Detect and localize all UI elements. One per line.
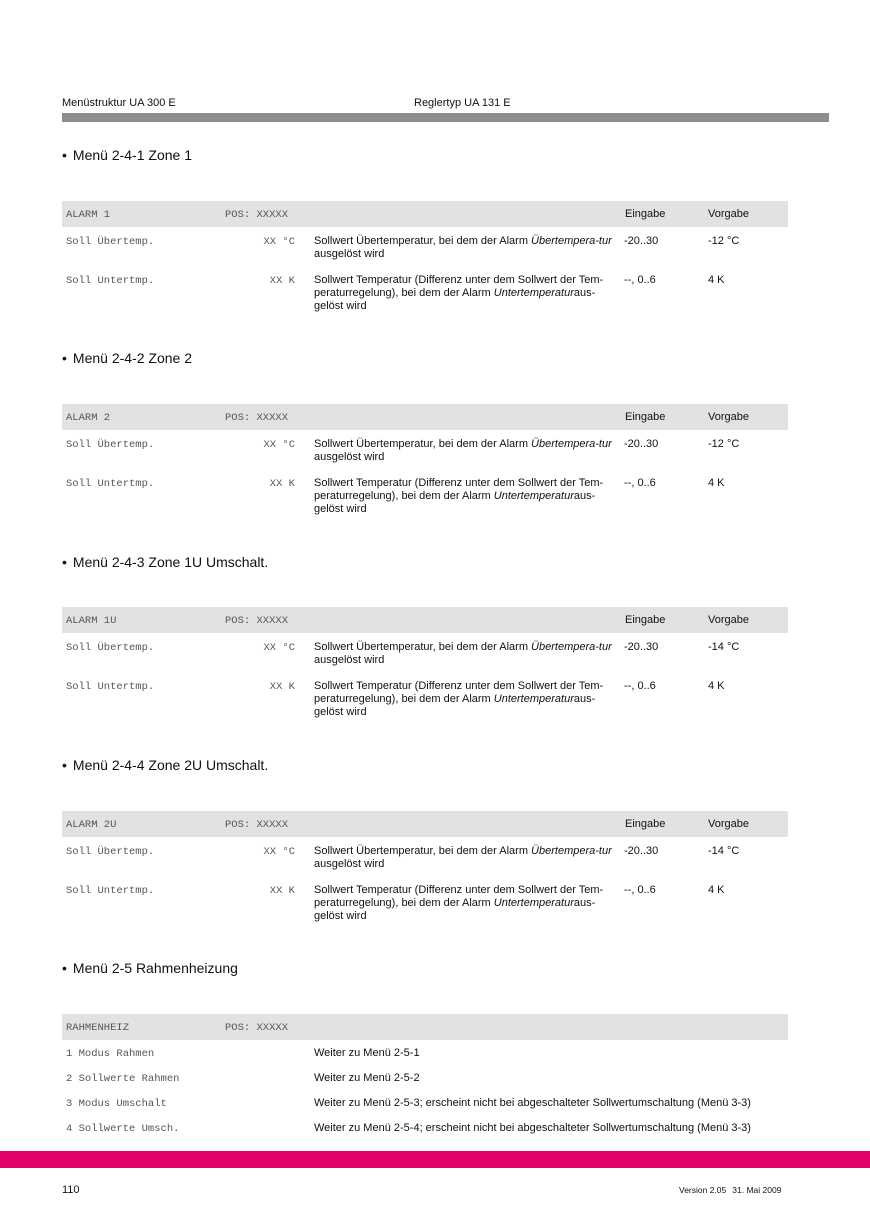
menu-name: ALARM 1 [66, 209, 111, 221]
menu-name: RAHMENHEIZ [66, 1022, 130, 1034]
table-row [62, 430, 788, 469]
parameter-description: Sollwert Übertemperatur, bei dem der Alarm Übertempera-tur ausgelöst wird [314, 438, 612, 463]
menu-position: POS: XXXXX [225, 819, 289, 831]
default-value: -14 °C [708, 845, 740, 857]
parameter-description: Sollwert Temperatur (Differenz unter dem Sollwert der Tem-peraturregelung), bei dem der Alarm Untertemperaturaus-gelöst wird [314, 680, 604, 718]
default-value: 4 K [708, 477, 725, 489]
bullet-icon: • [62, 147, 67, 163]
column-header-default: Vorgabe [708, 208, 749, 220]
submenu-description: Weiter zu Menü 2-5-3; erscheint nicht bei abgeschalteter Sollwertumschaltung (Menü 3-3) [314, 1097, 751, 1109]
menu-table [62, 1014, 788, 1140]
parameter-label: Soll Untertmp. [66, 275, 155, 287]
parameter-value: XX K [269, 478, 295, 490]
input-range: --, 0..6 [624, 274, 656, 286]
table-header-row [62, 607, 788, 633]
submenu-description: Weiter zu Menü 2-5-4; erscheint nicht bei abgeschalteter Sollwertumschaltung (Menü 3-3) [314, 1122, 751, 1134]
submenu-label: 4 Sollwerte Umsch. [66, 1123, 180, 1135]
parameter-value: XX K [269, 275, 295, 287]
parameter-description: Sollwert Temperatur (Differenz unter dem Sollwert der Tem-peraturregelung), bei dem der Alarm Untertemperaturaus-gelöst wird [314, 274, 604, 312]
column-header-input: Eingabe [625, 818, 666, 830]
header-document-title: Menüstruktur UA 300 E [62, 97, 176, 109]
parameter-value: XX K [269, 885, 295, 897]
input-range: -20..30 [624, 845, 659, 857]
table-header-row [62, 811, 788, 837]
menu-name: ALARM 2U [66, 819, 117, 831]
menu-table [62, 607, 788, 724]
input-range: --, 0..6 [624, 680, 656, 692]
menu-table [62, 404, 788, 521]
section-title: • Menü 2-4-4 Zone 2U Umschalt. [62, 757, 269, 773]
parameter-label: Soll Übertemp. [66, 642, 155, 654]
parameter-description: Sollwert Temperatur (Differenz unter dem Sollwert der Tem-peraturregelung), bei dem der Alarm Untertemperaturaus-gelöst wird [314, 884, 604, 922]
parameter-label: Soll Übertemp. [66, 439, 155, 451]
input-range: --, 0..6 [624, 884, 656, 896]
parameter-label: Soll Untertmp. [66, 681, 155, 693]
table-row [62, 1040, 788, 1065]
submenu-label: 3 Modus Umschalt [66, 1098, 167, 1110]
input-range: -20..30 [624, 235, 659, 247]
menu-name: ALARM 2 [66, 412, 111, 424]
column-header-default: Vorgabe [708, 411, 749, 423]
column-header-input: Eingabe [625, 411, 666, 423]
header-controller-type: Reglertyp UA 131 E [414, 97, 511, 109]
bullet-icon: • [62, 554, 67, 570]
table-row [62, 876, 788, 928]
input-range: -20..30 [624, 438, 659, 450]
footer-accent-bar [0, 1151, 870, 1168]
parameter-label: Soll Untertmp. [66, 478, 155, 490]
table-row [62, 227, 788, 266]
default-value: -12 °C [708, 438, 740, 450]
section-title: • Menü 2-4-3 Zone 1U Umschalt. [62, 554, 269, 570]
table-header-row [62, 404, 788, 430]
parameter-value: XX °C [263, 236, 295, 248]
table-row [62, 837, 788, 876]
input-range: --, 0..6 [624, 477, 656, 489]
section-title: • Menü 2-5 Rahmenheizung [62, 960, 238, 976]
menu-table [62, 811, 788, 928]
parameter-label: Soll Übertemp. [66, 846, 155, 858]
table-row [62, 266, 788, 318]
table-row [62, 672, 788, 724]
section-title: • Menü 2-4-2 Zone 2 [62, 350, 192, 366]
parameter-description: Sollwert Temperatur (Differenz unter dem Sollwert der Tem-peraturregelung), bei dem der Alarm Untertemperaturaus-gelöst wird [314, 477, 604, 515]
section-title: • Menü 2-4-1 Zone 1 [62, 147, 192, 163]
parameter-description: Sollwert Übertemperatur, bei dem der Alarm Übertempera-tur ausgelöst wird [314, 641, 612, 666]
menu-table [62, 201, 788, 318]
menu-position: POS: XXXXX [225, 1022, 289, 1034]
parameter-value: XX K [269, 681, 295, 693]
submenu-description: Weiter zu Menü 2-5-1 [314, 1047, 420, 1059]
submenu-description: Weiter zu Menü 2-5-2 [314, 1072, 420, 1084]
bullet-icon: • [62, 350, 67, 366]
bullet-icon: • [62, 757, 67, 773]
parameter-value: XX °C [263, 642, 295, 654]
header-divider-bar [62, 113, 829, 122]
default-value: -14 °C [708, 641, 740, 653]
column-header-input: Eingabe [625, 208, 666, 220]
column-header-default: Vorgabe [708, 614, 749, 626]
input-range: -20..30 [624, 641, 659, 653]
parameter-description: Sollwert Übertemperatur, bei dem der Alarm Übertempera-tur ausgelöst wird [314, 235, 612, 260]
parameter-description: Sollwert Übertemperatur, bei dem der Alarm Übertempera-tur ausgelöst wird [314, 845, 612, 870]
page-number: 110 [62, 1184, 80, 1196]
column-header-input: Eingabe [625, 614, 666, 626]
table-header-row [62, 1014, 788, 1040]
submenu-label: 2 Sollwerte Rahmen [66, 1073, 180, 1085]
menu-position: POS: XXXXX [225, 615, 289, 627]
default-value: -12 °C [708, 235, 740, 247]
menu-position: POS: XXXXX [225, 209, 289, 221]
table-row [62, 1065, 788, 1090]
parameter-label: Soll Untertmp. [66, 885, 155, 897]
parameter-label: Soll Übertemp. [66, 236, 155, 248]
parameter-value: XX °C [263, 439, 295, 451]
version-info: Version 2.05 31. Mai 2009 [679, 1185, 782, 1195]
submenu-label: 1 Modus Rahmen [66, 1048, 155, 1060]
menu-name: ALARM 1U [66, 615, 117, 627]
default-value: 4 K [708, 274, 725, 286]
menu-position: POS: XXXXX [225, 412, 289, 424]
default-value: 4 K [708, 680, 725, 692]
bullet-icon: • [62, 960, 67, 976]
table-header-row [62, 201, 788, 227]
table-row [62, 469, 788, 521]
column-header-default: Vorgabe [708, 818, 749, 830]
table-row [62, 633, 788, 672]
parameter-value: XX °C [263, 846, 295, 858]
table-row [62, 1090, 788, 1115]
default-value: 4 K [708, 884, 725, 896]
table-row [62, 1115, 788, 1140]
